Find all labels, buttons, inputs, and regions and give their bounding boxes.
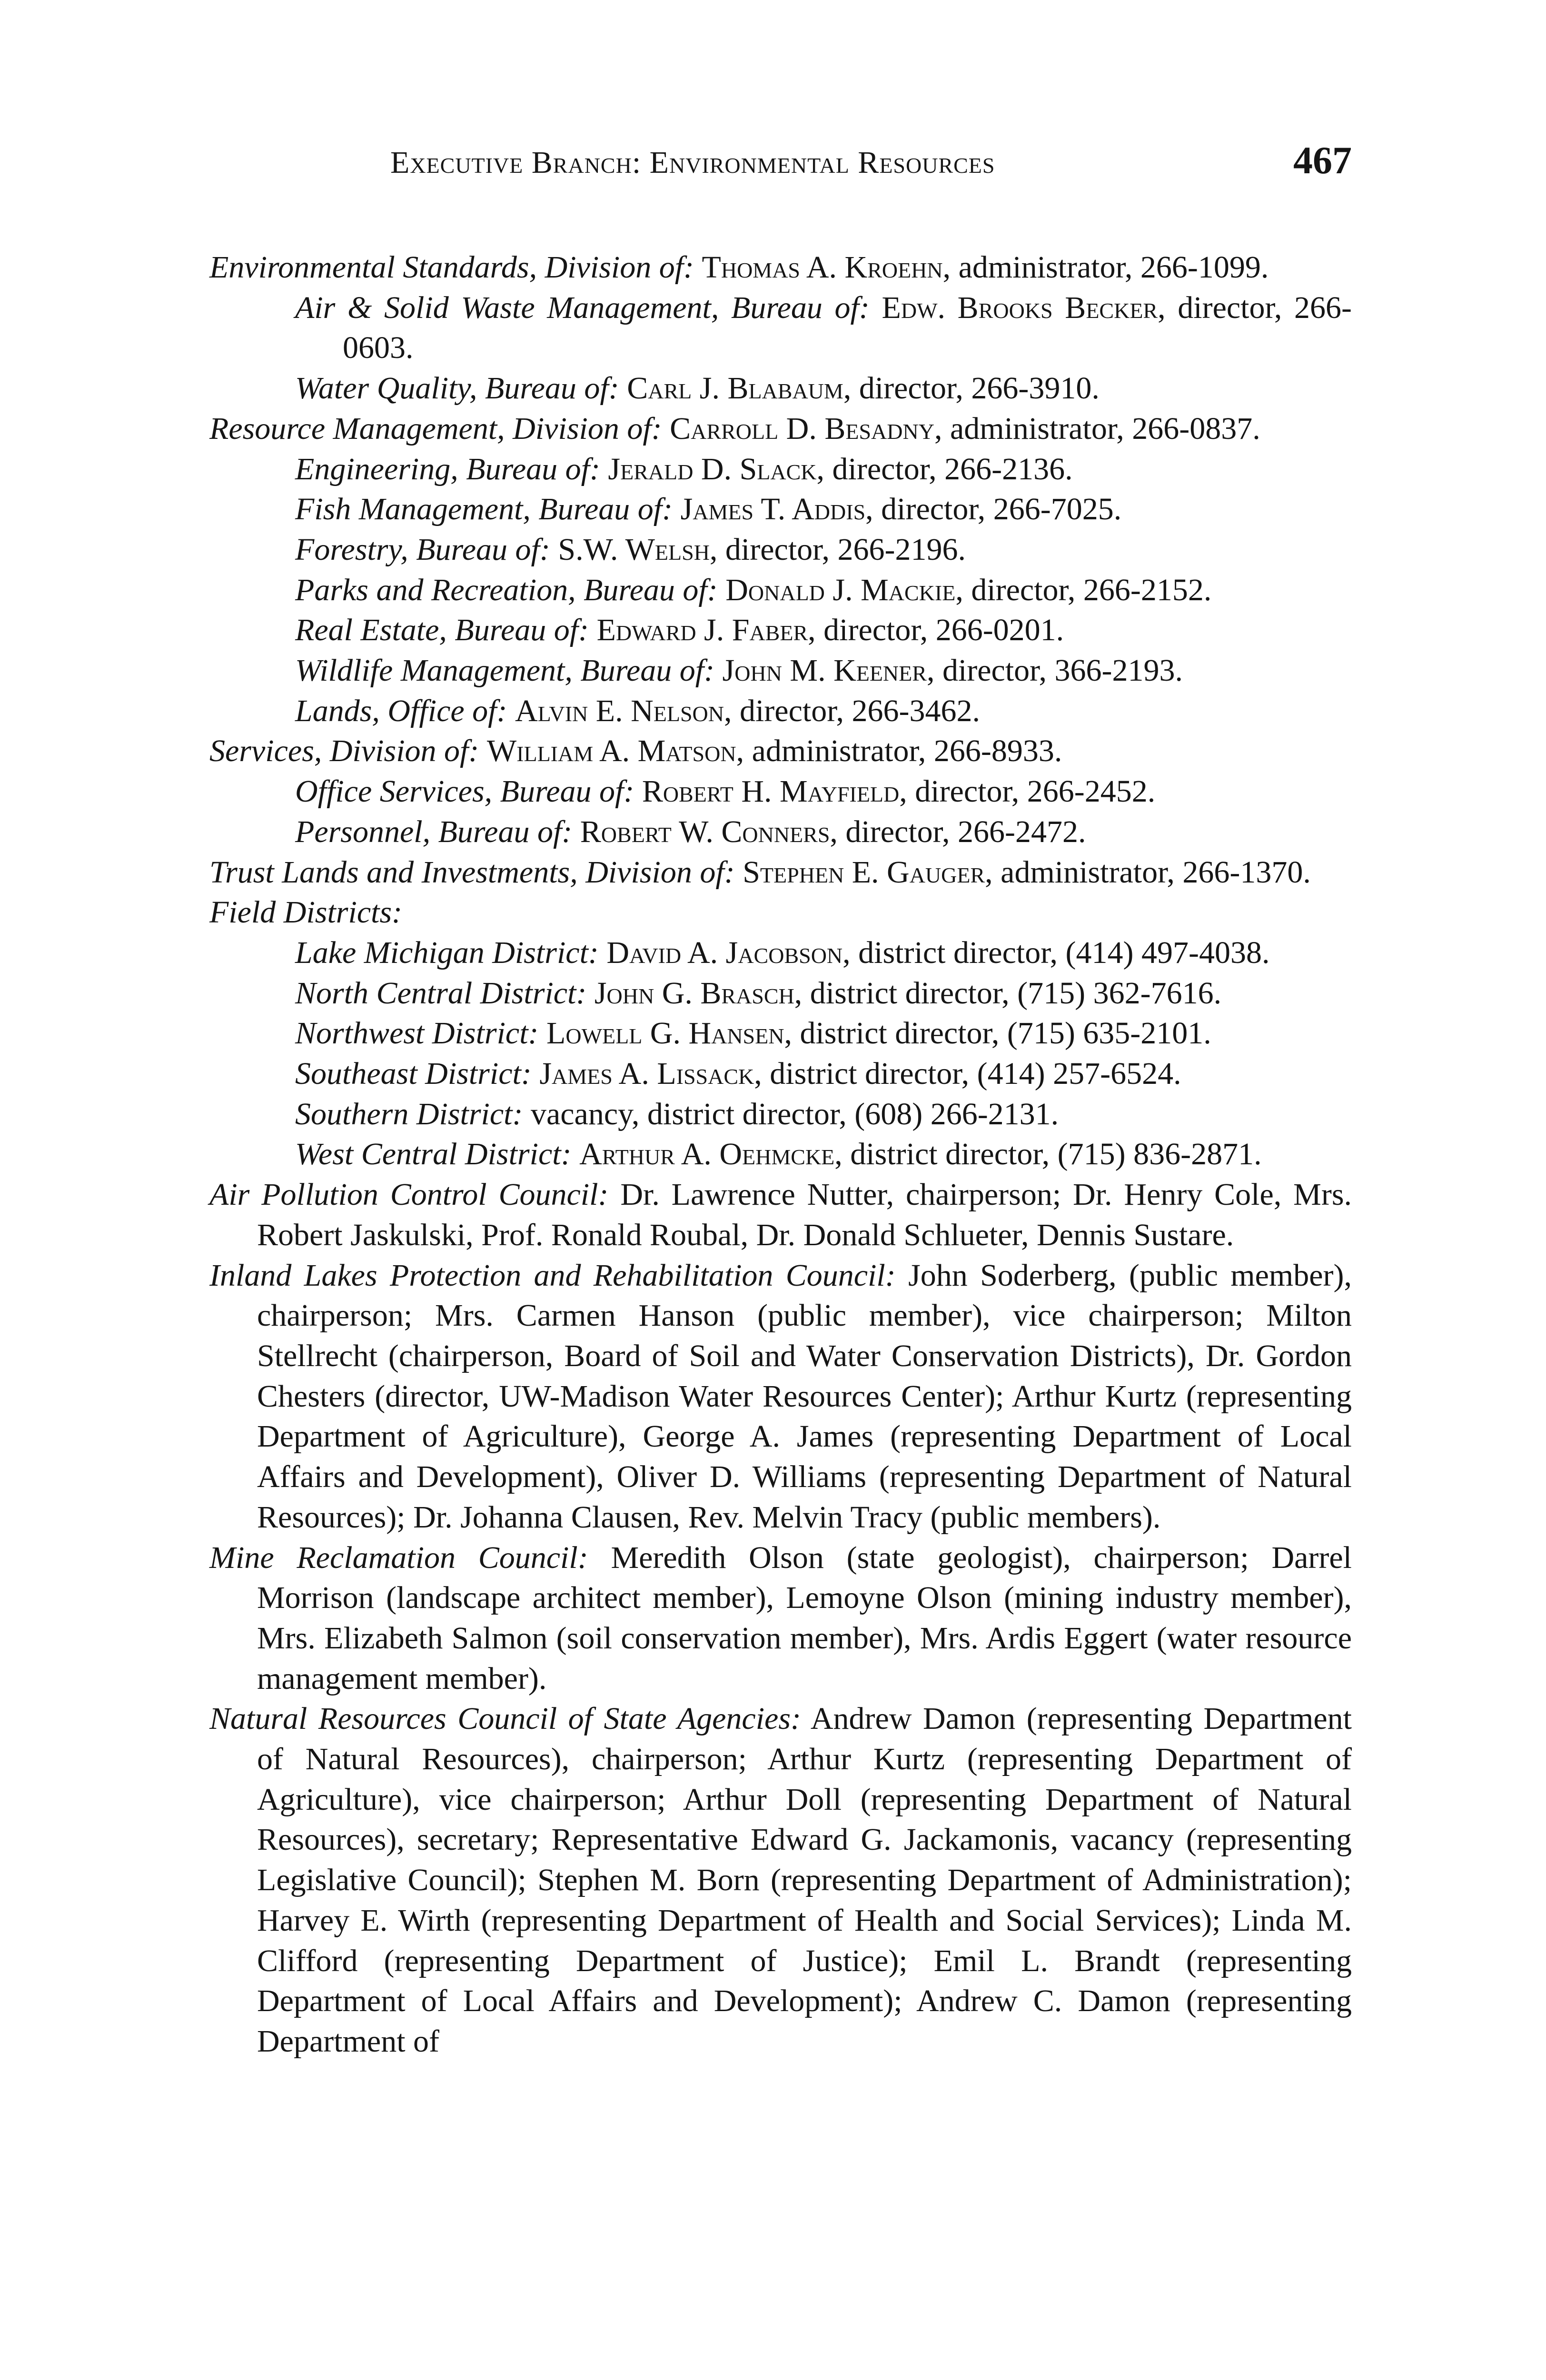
entry-lake-michigan-district: Lake Michigan District: David A. Jacobson, district director, (414) 497-4038. <box>295 935 1270 970</box>
entry-real-estate: Real Estate, Bureau of: Edward J. Faber, director, 266-0201. <box>295 613 1064 648</box>
entry-personnel: Personnel, Bureau of: Robert W. Conners, director, 266-2472. <box>295 814 1086 849</box>
entry-fish-management: Fish Management, Bureau of: James T. Addis, director, 266-7025. <box>295 492 1122 527</box>
entry-forestry: Forestry, Bureau of: S.W. Welsh, director, 266-2196. <box>295 532 966 567</box>
entry-air-pollution-council: Air Pollution Control Council: Dr. Lawrence Nutter, chairperson; Dr. Henry Cole, Mrs. Robert Jaskulski, Prof. Ronald Roubal, Dr. Donald Schlueter, Dennis Sustare. <box>209 1177 1352 1252</box>
page-number: 467 <box>1293 139 1352 182</box>
entry-air-solid-waste: Air & Solid Waste Management, Bureau of: Edw. Brooks Becker, director, 266-0603. <box>295 290 1352 366</box>
entry-north-central-district: North Central District: John G. Brasch, district director, (715) 362-7616. <box>295 975 1222 1011</box>
entry-natural-resources-council: Natural Resources Council of State Agencies: Andrew Damon (representing Department of Natural Resources), chairperson; Arthur Kurtz (representing Department of Agriculture), vice chairperson; Arthur Doll (representing Department of Natural Resources), secretary; Representative Edward G. Jackamonis, vacancy (representing Legislative Council); Stephen M. Born (representing Department of Administration); Harvey E. Wirth (representing Department of Health and Social Services); Linda M. Clifford (representing Department of Justice); Emil L. Brandt (representing Department of Local Affairs and Development); Andrew C. Damon (representing Department of <box>209 1701 1352 2059</box>
entry-lands-office: Lands, Office of: Alvin E. Nelson, director, 266-3462. <box>295 693 981 728</box>
running-head: Executive Branch: Environmental Resources <box>390 145 995 180</box>
entry-wildlife-management: Wildlife Management, Bureau of: John M. Keener, director, 366-2193. <box>295 653 1183 688</box>
entry-resource-management: Resource Management, Division of: Carroll D. Besadny, administrator, 266-0837. <box>209 411 1260 446</box>
entry-parks-recreation: Parks and Recreation, Bureau of: Donald J. Mackie, director, 266-2152. <box>295 572 1212 607</box>
entry-engineering: Engineering, Bureau of: Jerald D. Slack, director, 266-2136. <box>295 451 1073 486</box>
entry-water-quality: Water Quality, Bureau of: Carl J. Blabaum, director, 266-3910. <box>295 371 1100 406</box>
page-header <box>209 138 1352 190</box>
entry-southern-district: Southern District: vacancy, district director, (608) 266-2131. <box>295 1096 1059 1131</box>
entry-southeast-district: Southeast District: James A. Lissack, district director, (414) 257-6524. <box>295 1056 1181 1091</box>
entry-west-central-district: West Central District: Arthur A. Oehmcke, district director, (715) 836-2871. <box>295 1137 1262 1172</box>
directory-body <box>209 248 1352 2062</box>
entry-field-districts: Field Districts: <box>209 895 403 930</box>
entry-services-division: Services, Division of: William A. Matson, administrator, 266-8933. <box>209 734 1062 769</box>
entry-mine-reclamation-council: Mine Reclamation Council: Meredith Olson (state geologist), chairperson; Darrel Morrison (landscape architect member), Lemoyne Olson (mining industry member), Mrs. Elizabeth Salmon (soil conservation member), Mrs. Ardis Eggert (water resource management member). <box>209 1540 1352 1696</box>
entry-trust-lands: Trust Lands and Investments, Division of: Stephen E. Gauger, administrator, 266-1370. <box>209 854 1311 890</box>
entry-northwest-district: Northwest District: Lowell G. Hansen, district director, (715) 635-2101. <box>295 1016 1211 1051</box>
entry-inland-lakes-council: Inland Lakes Protection and Rehabilitation Council: John Soderberg, (public member), chairperson; Mrs. Carmen Hanson (public member), vice chairperson; Milton Stellrecht (chairperson, Board of Soil and Water Conservation Districts), Dr. Gordon Chesters (director, UW-Madison Water Resources Center); Arthur Kurtz (representing Department of Agriculture), George A. James (representing Department of Local Affairs and Development), Oliver D. Williams (representing Department of Natural Resources); Dr. Johanna Clausen, Rev. Melvin Tracy (public members). <box>209 1258 1352 1535</box>
entry-environmental-standards: Environmental Standards, Division of: Thomas A. Kroehn, administrator, 266-1099. <box>209 250 1269 285</box>
entry-office-services: Office Services, Bureau of: Robert H. Mayfield, director, 266-2452. <box>295 774 1156 809</box>
